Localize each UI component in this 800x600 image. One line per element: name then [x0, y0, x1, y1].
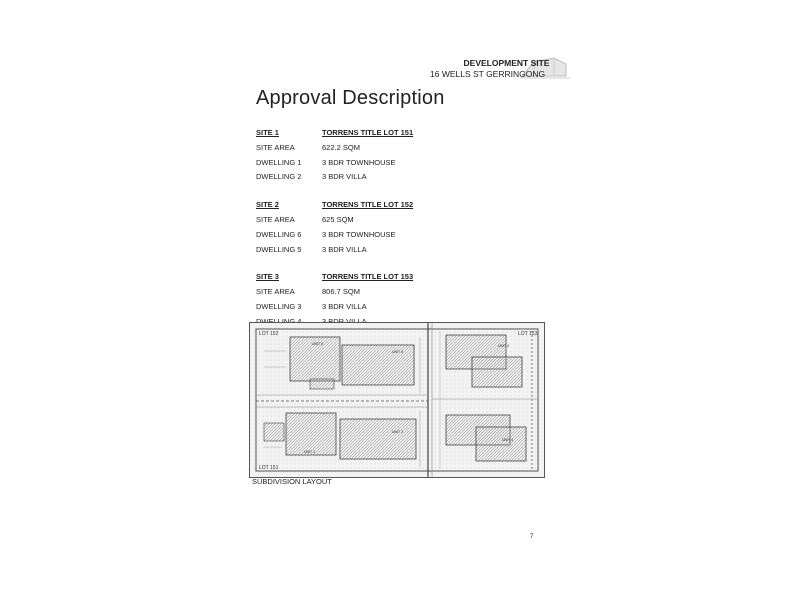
row-label: DWELLING 2 — [256, 172, 302, 182]
row-value: 3 BDR VILLA — [322, 301, 367, 311]
row-label: SITE AREA — [256, 287, 295, 297]
row-value: 806.7 SQM — [322, 287, 360, 297]
site-label: SITE 1 — [256, 128, 279, 137]
row-label: SITE AREA — [256, 214, 295, 224]
header-title: DEVELOPMENT SITE — [463, 58, 550, 68]
unit-label: UNIT 5 — [392, 350, 404, 354]
unit-label: UNIT 1 — [304, 450, 316, 454]
unit-label: UNIT 3 — [502, 438, 514, 442]
row-value: 622.2 SQM — [322, 142, 360, 152]
lot-label: TORRENS TITLE LOT 152 — [322, 200, 414, 210]
site-label: SITE 2 — [256, 200, 279, 210]
row-label: SITE AREA — [256, 142, 295, 152]
page-title: Approval Description — [256, 87, 445, 109]
subdivision-plan-drawing — [249, 322, 545, 478]
row-label: DWELLING 6 — [256, 229, 302, 239]
lot-label-151: LOT 151 — [259, 465, 279, 471]
row-value: 625 SQM — [322, 214, 354, 224]
plan-caption: SUBDIVISION LAYOUT — [252, 477, 332, 486]
unit-label: UNIT 6 — [312, 342, 324, 346]
row-label: DWELLING 3 — [256, 301, 302, 311]
page-number: 7 — [530, 534, 534, 540]
row-value: 3 BDR VILLA — [322, 244, 367, 254]
row-value: 3 BDR TOWNHOUSE — [322, 229, 396, 239]
row-value: 3 BDR VILLA — [322, 172, 367, 182]
site-label: SITE 3 — [256, 272, 279, 282]
header-address: 16 WELLS ST GERRINGONG — [430, 69, 546, 79]
lot-label: TORRENS TITLE LOT 151 — [322, 128, 414, 137]
lot-label: TORRENS TITLE LOT 153 — [322, 272, 414, 282]
lot-label-153: LOT 153 — [518, 331, 538, 337]
document-header — [430, 58, 565, 80]
unit-label: UNIT 4 — [498, 344, 510, 348]
row-label: DWELLING 5 — [256, 244, 302, 254]
row-label: DWELLING 1 — [256, 157, 302, 167]
lot-label-152: LOT 152 — [259, 331, 279, 337]
row-value: 3 BDR TOWNHOUSE — [322, 157, 396, 167]
unit-label: UNIT 2 — [392, 430, 404, 434]
